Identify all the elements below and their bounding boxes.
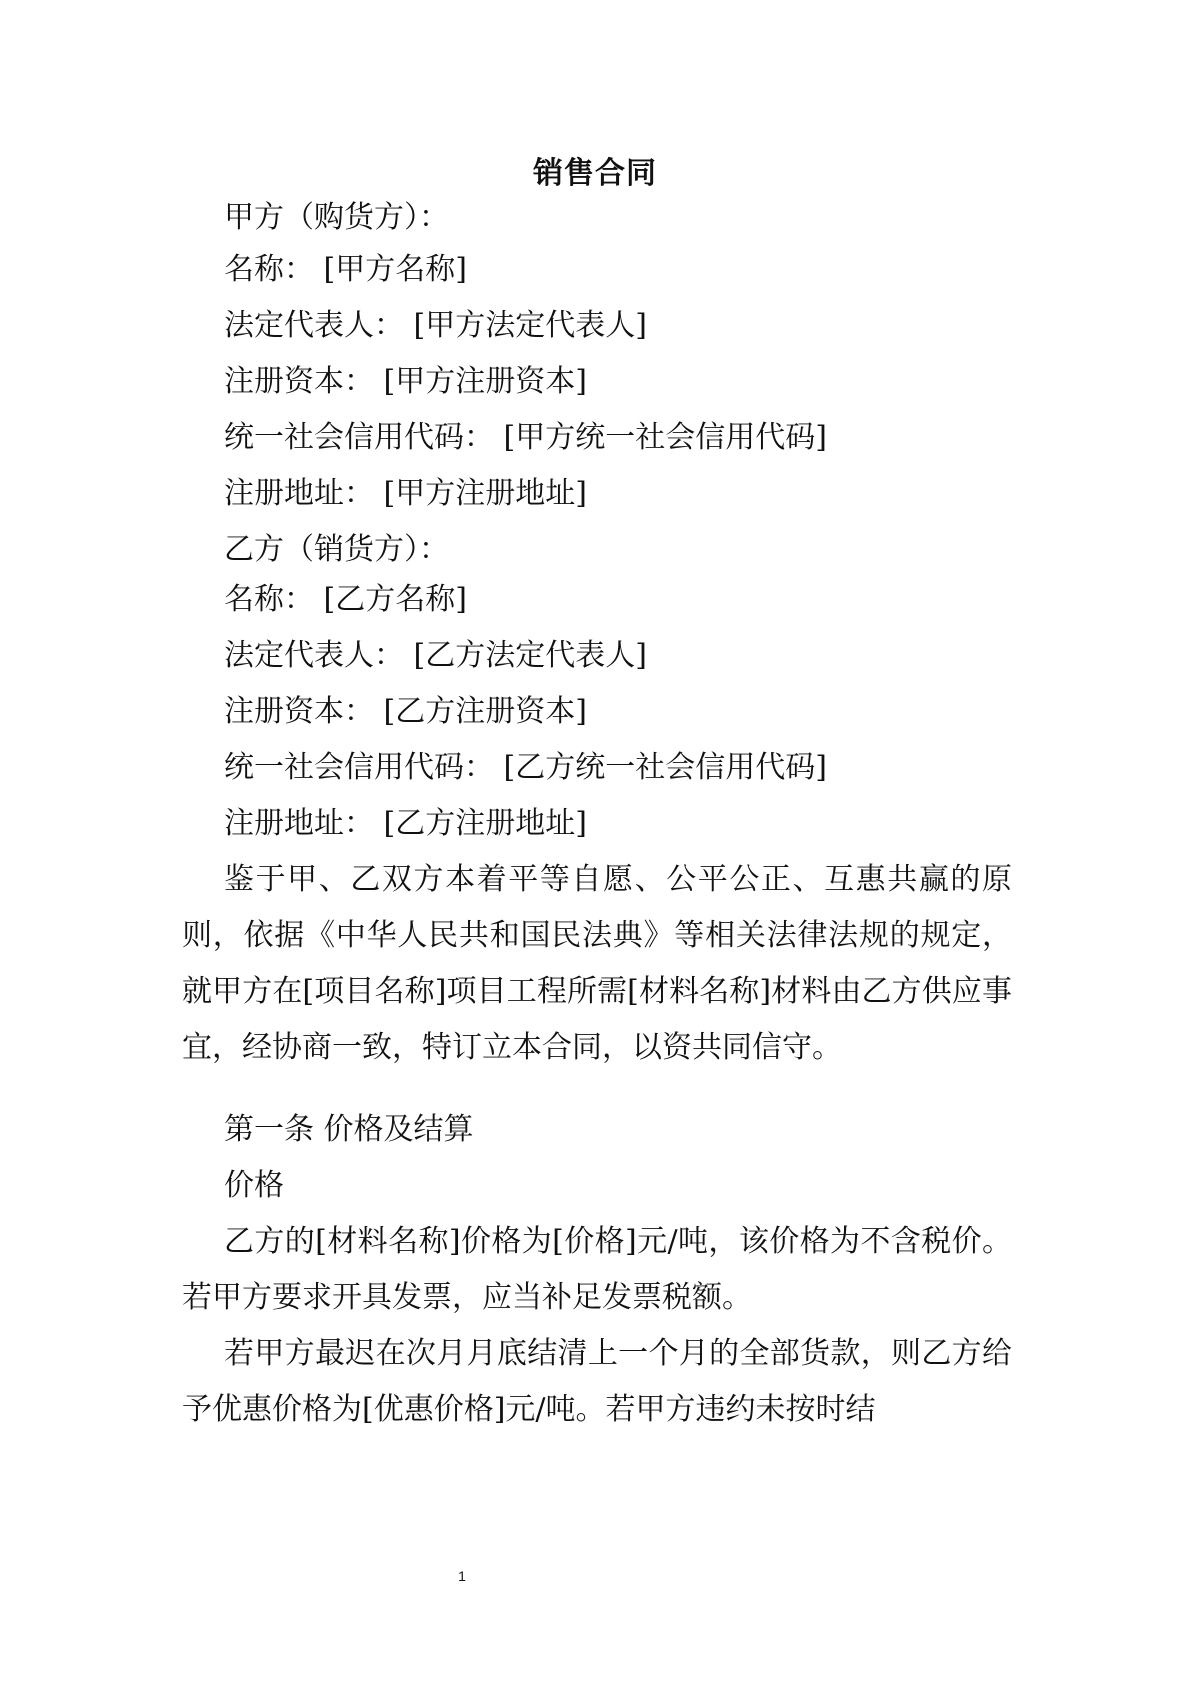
article-1-heading: 第一条 价格及结算 (224, 1112, 474, 1147)
party-a-address: 注册地址： [甲方注册地址] (224, 476, 587, 511)
party-b-capital: 注册资本： [乙方注册资本] (224, 694, 587, 729)
party-b-heading: 乙方（销货方）： (224, 532, 449, 567)
party-b-credit-code: 统一社会信用代码： [乙方统一社会信用代码] (224, 750, 827, 785)
document-title: 销售合同 (533, 156, 657, 191)
preamble-paragraph: 鉴于甲、乙双方本着平等自愿、公平公正、互惠共赢的原则，依据《中华人民共和国民法典》等相关法律法规的规定，就甲方在[项目名称]项目工程所需[材料名称]材料由乙方供应事宜，经协商一致，特订立本合同，以资共同信守。 (182, 862, 1012, 1065)
party-a-credit-code: 统一社会信用代码： [甲方统一社会信用代码] (224, 420, 827, 455)
price-paragraph: 乙方的[材料名称]价格为[价格]元/吨，该价格为不含税价。若甲方要求开具发票，应当补足发票税额。 (182, 1224, 1012, 1315)
party-a-legal-rep: 法定代表人： [甲方法定代表人] (224, 308, 647, 343)
price-heading: 价格 (224, 1168, 284, 1203)
page-number: 1 (458, 1568, 466, 1584)
party-b-legal-rep: 法定代表人： [乙方法定代表人] (224, 638, 647, 673)
discount-paragraph: 若甲方最迟在次月月底结清上一个月的全部货款，则乙方给予优惠价格为[优惠价格]元/吨。若甲方违约未按时结 (182, 1336, 1012, 1427)
party-a-name: 名称： [甲方名称] (224, 252, 467, 287)
party-a-capital: 注册资本： [甲方注册资本] (224, 364, 587, 399)
party-b-name: 名称： [乙方名称] (224, 582, 467, 617)
party-b-address: 注册地址： [乙方注册地址] (224, 806, 587, 841)
party-a-heading: 甲方（购货方）： (224, 200, 449, 235)
